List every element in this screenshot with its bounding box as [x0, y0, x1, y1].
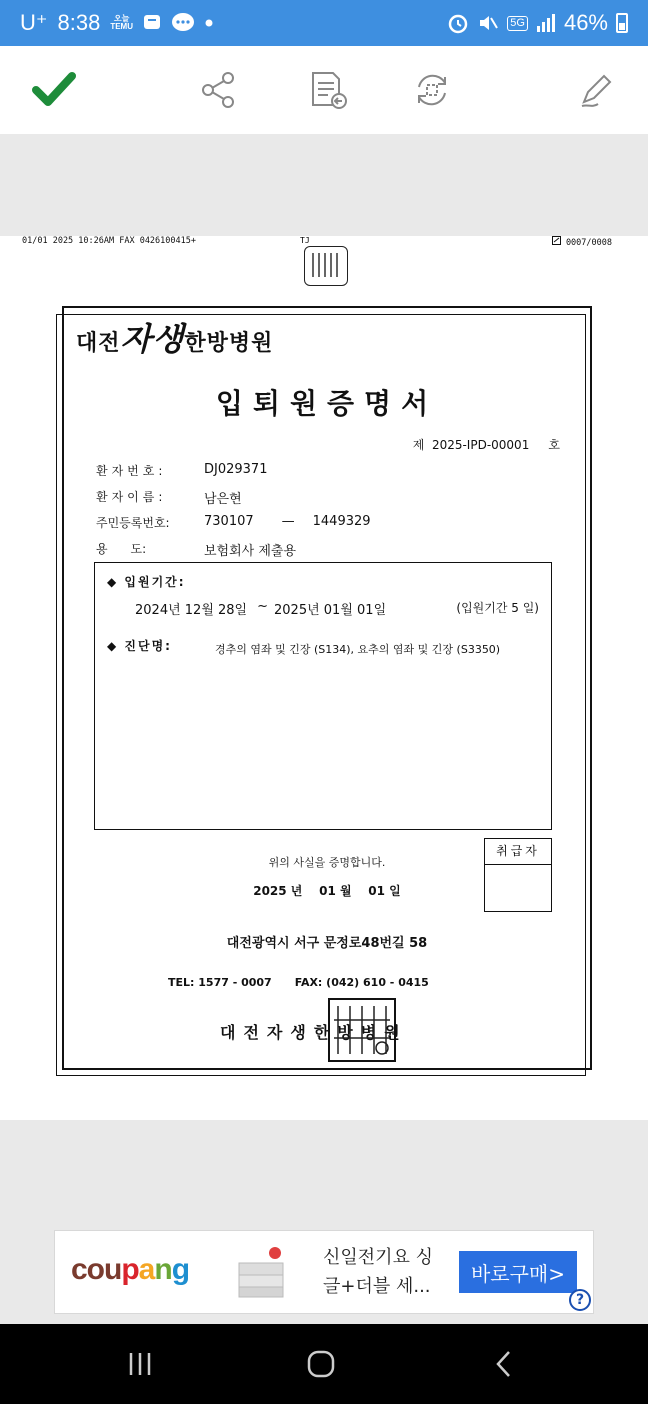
rotate-button[interactable]	[408, 66, 456, 114]
viewer-background	[0, 134, 648, 236]
patient-name-row	[96, 488, 242, 507]
message-notification-icon	[143, 14, 161, 32]
patient-number-value: DJ029371	[204, 462, 268, 477]
admission-end: 2025년 01월 01일	[274, 603, 387, 618]
patient-name-value: 남은현	[204, 492, 242, 507]
hospital-signature-name: 대전자생한방병원	[220, 1023, 408, 1042]
ad-banner[interactable]	[54, 1230, 594, 1314]
fax-header-right: 0007/0008	[552, 236, 612, 248]
admission-detail-box	[94, 562, 552, 830]
patient-number-label: 환자번호:	[96, 464, 167, 478]
back-button[interactable]	[482, 1342, 526, 1386]
admission-period-heading: ◆ 입원기간:	[107, 575, 186, 589]
status-bar	[0, 0, 648, 46]
back-icon	[489, 1349, 519, 1379]
rrn-row	[96, 514, 371, 531]
handler-box	[484, 838, 552, 912]
rrn-back: 1449329	[312, 514, 371, 529]
recent-apps-button[interactable]	[118, 1342, 162, 1386]
rrn-front: 730107	[204, 514, 254, 529]
certificate	[62, 306, 592, 1070]
network-type-badge: 5G	[507, 16, 528, 31]
temu-notification-icon: 오늘 TEMU	[110, 14, 133, 31]
handler-label: 취급자	[485, 839, 551, 865]
home-icon	[306, 1349, 336, 1379]
rrn-label: 주민등록번호:	[96, 516, 170, 530]
recent-apps-icon	[125, 1349, 155, 1379]
hospital-seal-icon	[328, 998, 396, 1062]
fax-page-icon	[552, 236, 561, 245]
diagnosis-heading: ◆ 진단명:	[107, 639, 172, 653]
admission-period-row	[135, 599, 539, 618]
product-image-icon[interactable]	[235, 1245, 287, 1301]
signal-icon	[536, 14, 556, 32]
clock: 8:38	[57, 10, 101, 35]
mute-icon	[477, 12, 499, 34]
diagnosis-value: 경추의 염좌 및 긴장 (S134), 요추의 염좌 및 긴장 (S3350)	[215, 643, 501, 656]
admission-days: (입원기간 5 일)	[456, 601, 539, 615]
home-button[interactable]	[299, 1342, 343, 1386]
hospital-logo: 대전자생한방병원	[76, 320, 274, 358]
fax-header-left: 01/01 2025 10:26AM FAX 0426100415+	[22, 236, 196, 246]
admission-tilde: ~	[257, 599, 269, 614]
battery-icon	[616, 13, 628, 33]
pen-icon	[576, 70, 616, 110]
issue-date: 2025 년 01 월 01 일	[253, 884, 401, 898]
carrier-label: U⁺	[20, 10, 48, 35]
purpose-value: 보험회사 제출용	[204, 544, 297, 559]
check-icon	[32, 70, 76, 110]
document-page[interactable]	[0, 236, 648, 1120]
dot-icon	[205, 19, 213, 27]
admission-start: 2024년 12월 28일	[135, 603, 248, 618]
hospital-address: 대전광역시 서구 문정로48번길 58	[226, 936, 428, 951]
purpose-label: 용 도:	[96, 542, 147, 556]
buy-now-button[interactable]: 바로구매>	[459, 1251, 577, 1293]
fax-header-center: TJ	[300, 236, 310, 245]
patient-number-row	[96, 462, 267, 479]
share-button[interactable]	[194, 66, 242, 114]
patient-name-label: 환자이름:	[96, 490, 167, 504]
confirm-statement: 위의 사실을 증명합니다.	[268, 856, 386, 869]
document-import-icon	[307, 69, 349, 111]
top-toolbar	[0, 46, 648, 134]
document-import-button[interactable]	[304, 66, 352, 114]
confirm-button[interactable]	[30, 66, 78, 114]
navigation-bar	[0, 1324, 648, 1404]
coupang-logo: coupang	[71, 1253, 190, 1286]
rotate-icon	[411, 69, 453, 111]
certificate-title: 입퇴원증명서	[215, 387, 439, 420]
battery-percent: 46%	[563, 10, 608, 35]
share-icon	[198, 70, 238, 110]
alarm-icon	[447, 12, 469, 34]
hospital-contact: TEL: 1577 - 0007 FAX: (042) 610 - 0415	[168, 976, 429, 989]
ad-help-icon[interactable]: ?	[569, 1289, 591, 1311]
purpose-row	[96, 540, 296, 559]
edit-pen-button[interactable]	[572, 66, 620, 114]
rrn-dash: —	[281, 514, 295, 529]
chat-notification-icon	[171, 12, 195, 34]
stamp-seal-icon	[304, 246, 348, 286]
ad-product-text[interactable]: 신일전기요 싱글+더블 세...	[323, 1247, 434, 1297]
certificate-number: 제 2025-IPD-00001 호	[412, 438, 560, 452]
